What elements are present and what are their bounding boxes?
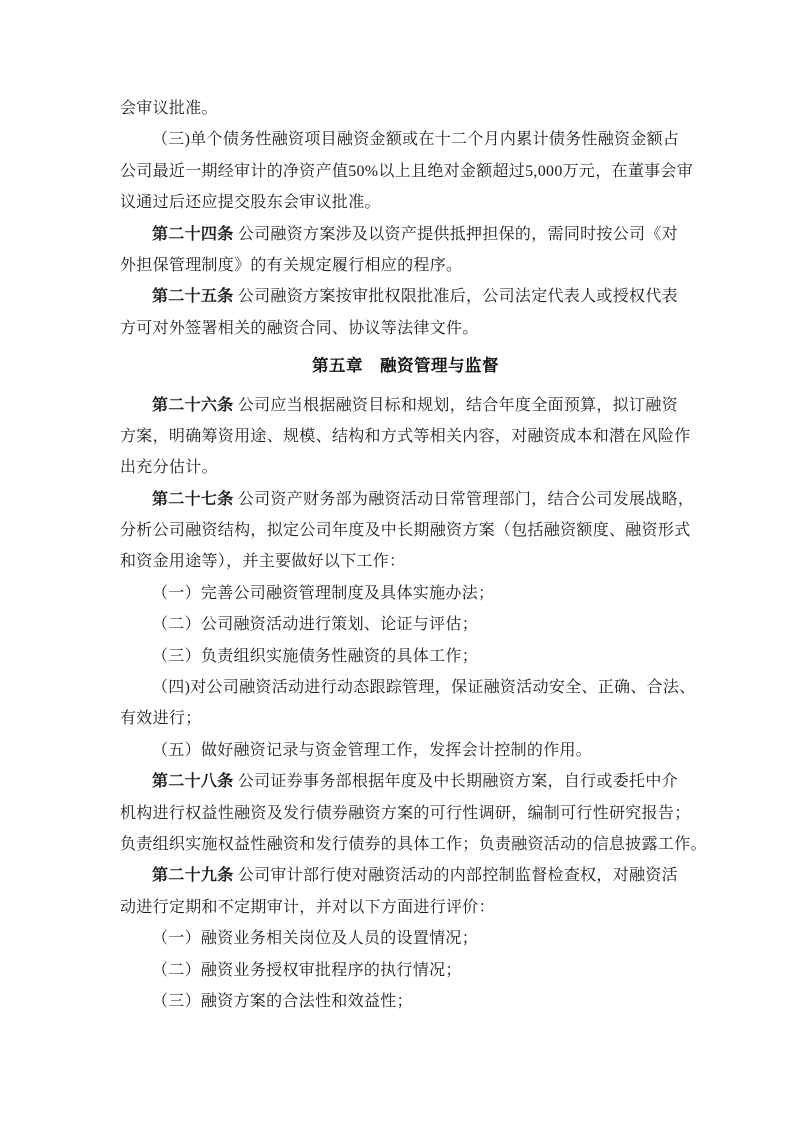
document-line [120, 578, 691, 609]
line-text: （一）融资业务相关岗位及人员的设置情况； [152, 930, 479, 948]
line-text: 议通过后还应提交股东会审议批准。 [120, 194, 381, 212]
chapter-heading: 第五章 融资管理与监督 [312, 356, 499, 376]
document-line [120, 986, 691, 1017]
line-text: （三）负责组织实施债务性融资的具体工作； [152, 647, 479, 665]
document-line [120, 829, 707, 860]
document-line [120, 281, 691, 312]
line-text: （四)对公司融资活动进行动态跟踪管理，保证融资活动安全、正确、合法、 [152, 679, 696, 697]
line-text: （二）融资业务授权审批程序的执行情况； [152, 961, 462, 979]
document-line [120, 187, 691, 218]
document-line [120, 860, 691, 891]
article-number: 第二十九条 [152, 867, 234, 885]
document-line [120, 892, 691, 923]
line-text: 方可对外签署相关的融资合同、协议等法律文件。 [120, 319, 479, 337]
line-text: （三）融资方案的合法性和效益性； [152, 992, 413, 1010]
document-line [120, 923, 691, 954]
line-text: 公司资产财务部为融资活动日常管理部门，结合公司发展战略， [233, 490, 695, 508]
line-text: 负责组织实施权益性融资和发行债券的具体工作；负责融资活动的信息披露工作。 [120, 835, 707, 853]
document-line [120, 766, 691, 797]
line-text: （二）公司融资活动进行策划、论证与评估； [152, 616, 479, 634]
line-text: 有效进行； [120, 710, 202, 728]
document-line [120, 313, 691, 344]
document-line [120, 735, 691, 766]
line-text: （三)单个债务性融资项目融资金额或在十二个月内累计债务性融资金额占 [152, 131, 680, 149]
document-line [120, 484, 695, 515]
document-line [120, 609, 691, 640]
line-text: 和资金用途等），并主要做好以下工作： [120, 553, 406, 571]
article-number: 第二十四条 [152, 225, 234, 243]
line-text: 会审议批准。 [120, 100, 218, 117]
line-text: 方案，明确筹资用途、规模、结构和方式等相关内容，对融资成本和潜在风险作 [120, 427, 691, 445]
article-number: 第二十六条 [152, 396, 234, 414]
document-line [120, 672, 696, 703]
line-text: （一）完善公司融资管理制度及具体实施办法； [152, 584, 495, 602]
document-content [120, 93, 707, 1017]
document-line [120, 250, 691, 281]
line-text: 公司应当根据融资目标和规划，结合年度全面预算，拟订融资 [233, 396, 678, 414]
line-text: 外担保管理制度》的有关规定履行相应的程序。 [120, 256, 463, 274]
document-line [120, 219, 691, 250]
article-number: 第二十五条 [152, 288, 234, 306]
line-text: 公司证券事务部根据年度及中长期融资方案，自行或委托中介 [233, 773, 678, 791]
line-text: （五）做好融资记录与资金管理工作，发挥会计控制的作用。 [152, 741, 593, 759]
document-line [120, 390, 691, 421]
document-line [120, 703, 691, 734]
line-text: 动进行定期和不定期审计，并对以下方面进行评价： [120, 898, 495, 916]
article-number: 第二十八条 [152, 773, 234, 791]
document-line [120, 798, 691, 829]
line-text: 公司审计部行使对融资活动的内部控制监督检查权，对融资活 [233, 867, 678, 885]
document-line [120, 546, 691, 577]
line-text: 公司最近一期经审计的净资产值50%以上且绝对金额超过5,000万元，在董事会审 [120, 162, 694, 180]
line-text: 机构进行权益性融资及发行债券融资方案的可行性调研，编制可行性研究报告； [120, 804, 691, 822]
line-text: 公司融资方案涉及以资产提供抵押担保的，需同时按公司《对 [233, 225, 678, 243]
article-number: 第二十七条 [152, 490, 234, 508]
document-line [120, 93, 691, 124]
line-text: 出充分估计。 [120, 459, 218, 477]
document-line [120, 421, 691, 452]
line-text: 分析公司融资结构，拟定公司年度及中长期融资方案（包括融资额度、融资形式 [120, 522, 691, 540]
document-line [120, 124, 691, 155]
document-line [120, 156, 694, 187]
line-text: 公司融资方案按审批权限批准后，公司法定代表人或授权代表 [233, 288, 678, 306]
document-line [120, 641, 691, 672]
document-line [120, 955, 691, 986]
document-line [120, 452, 691, 483]
document-line [120, 515, 691, 546]
